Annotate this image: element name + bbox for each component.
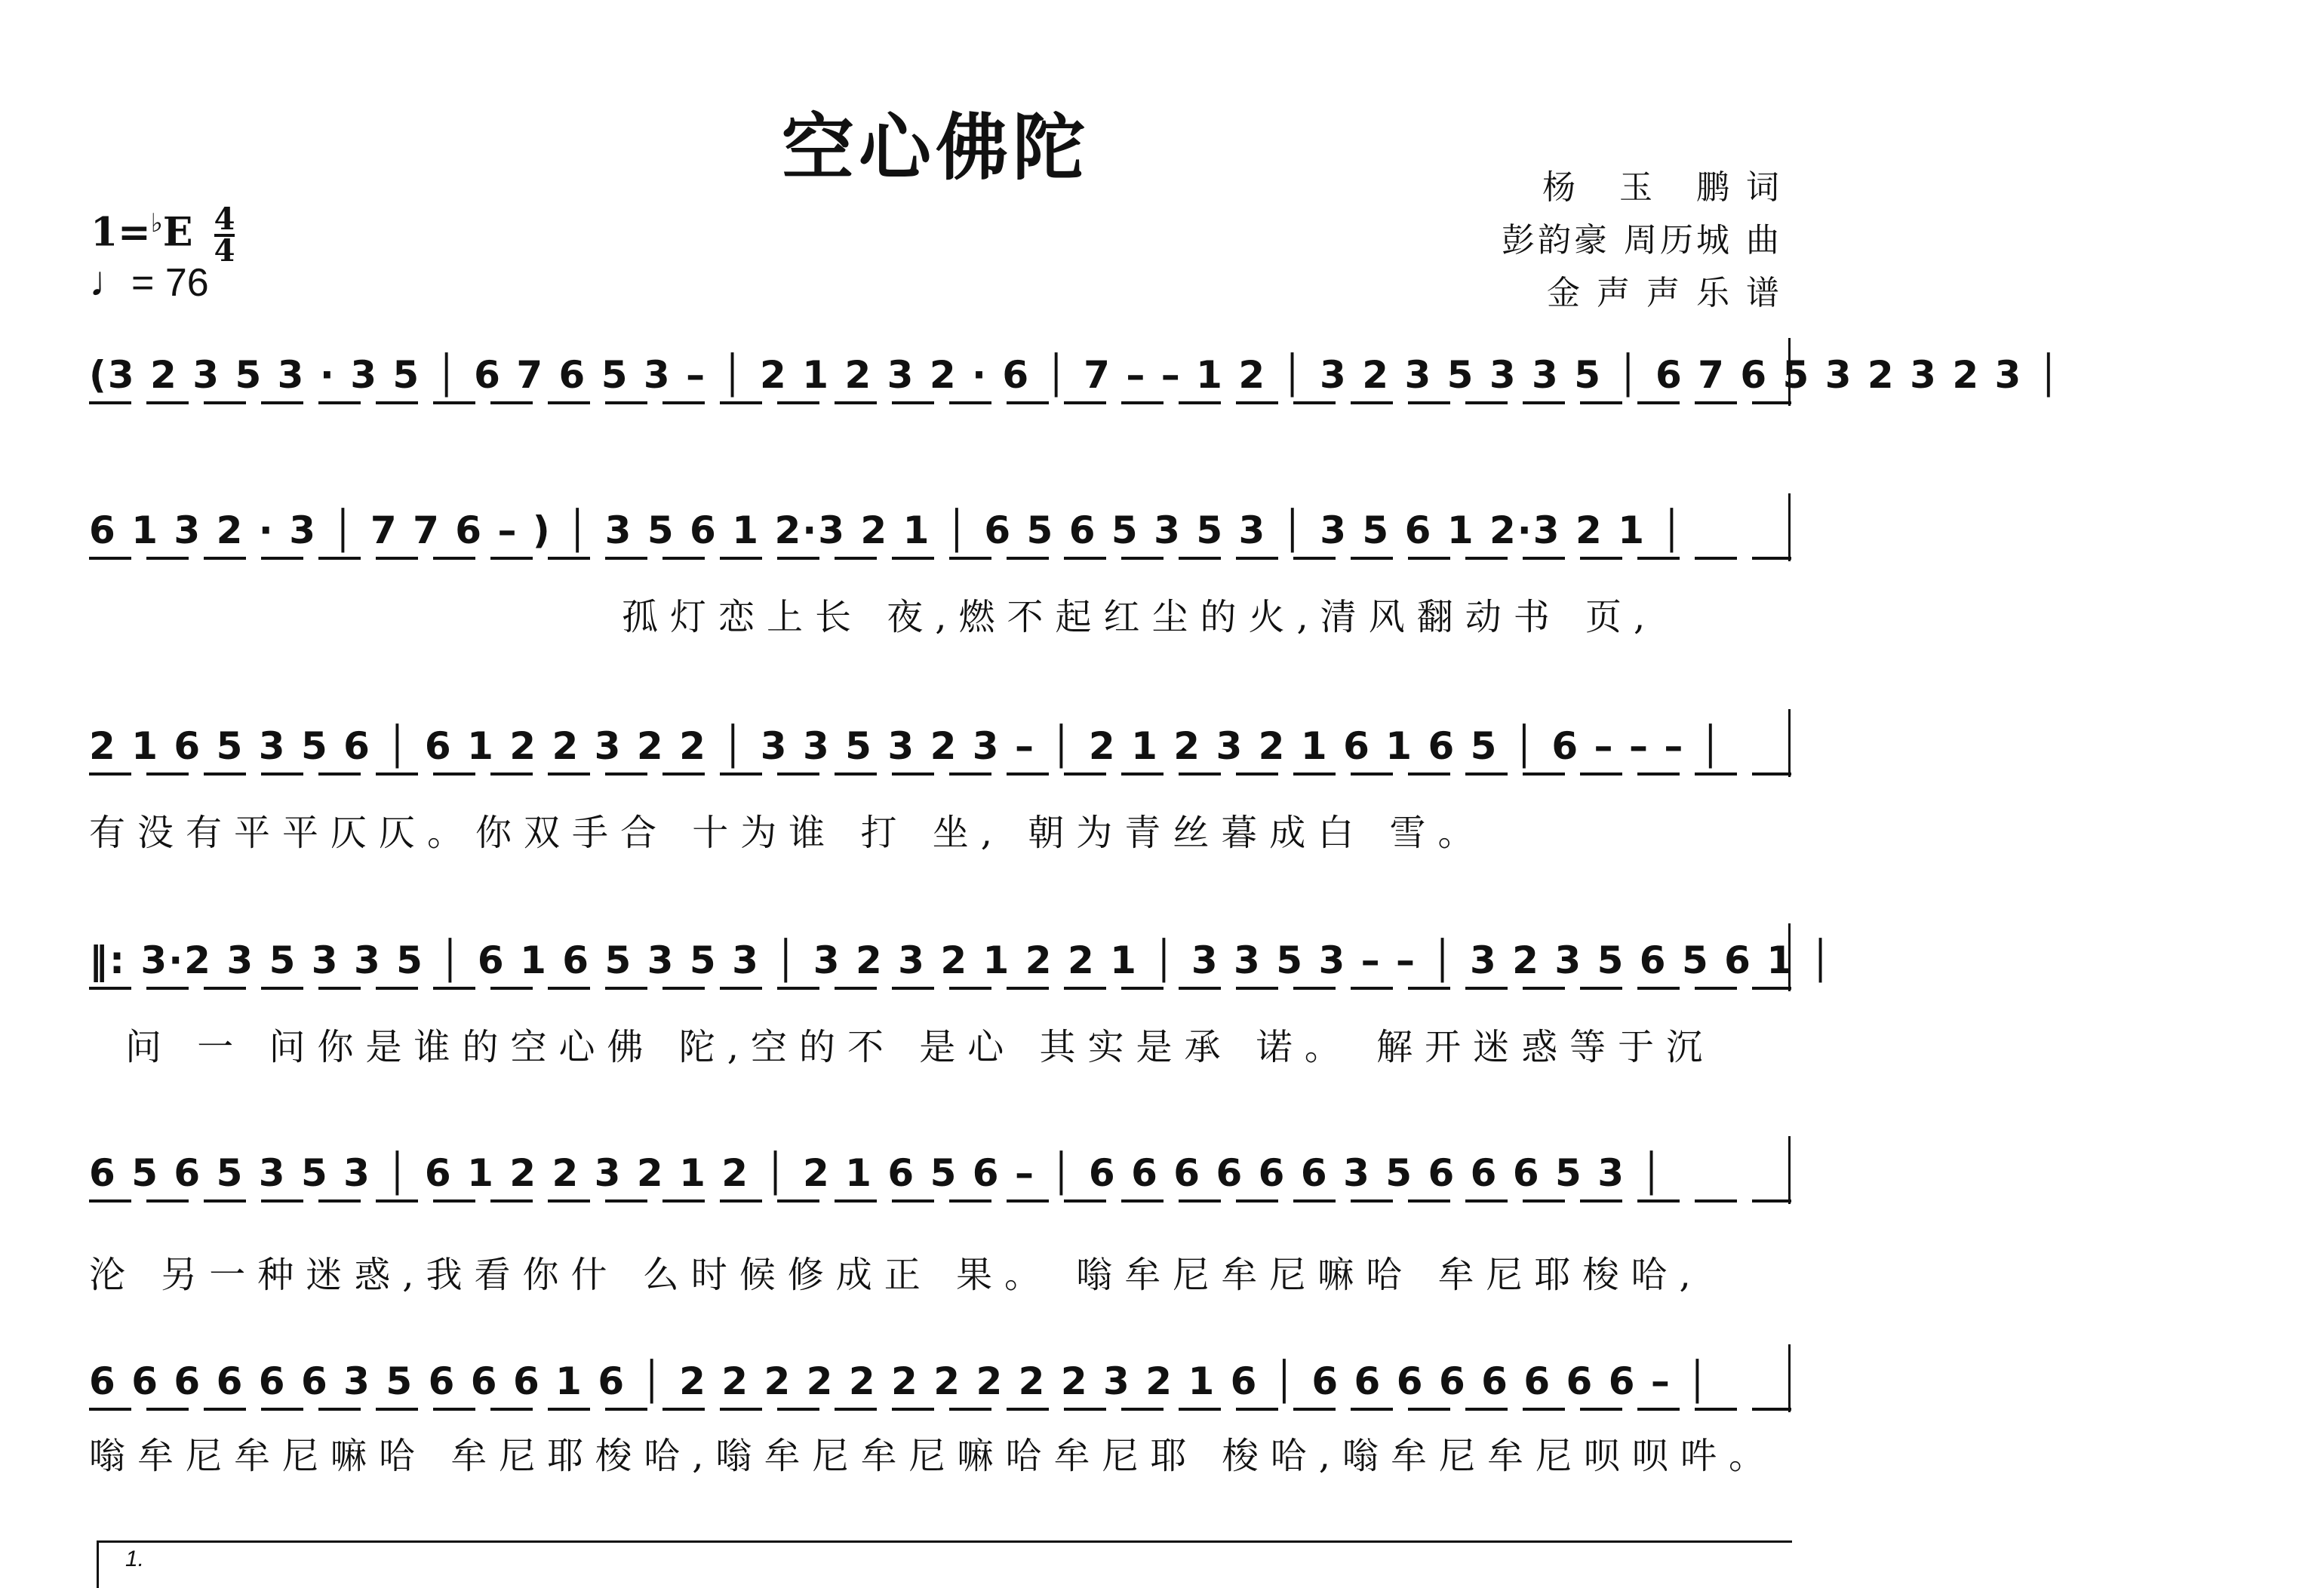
time-top: 4 — [214, 201, 235, 237]
volta-label: 1. — [125, 1547, 145, 1571]
key-prefix: 1= — [91, 209, 151, 256]
transcriber-credit: 金 声 声 乐 谱 — [1547, 274, 1782, 312]
song-title: 空心佛陀 — [782, 105, 1090, 190]
lyrics-line: 沦 另一种迷惑,我看你什 么时候修成正 果。 嗡牟尼牟尼嘛哈 牟尼耶梭哈, — [89, 1254, 1703, 1296]
composer-credit: 彭韵豪 周历城 曲 — [1502, 221, 1782, 260]
lyrics-line: 问 一 问你是谁的空心佛 陀,空的不 是心 其实是承 诺。 解开迷惑等于沉 — [125, 1026, 1715, 1068]
notes-line: 2 1 6 5 3 5 6 │ 6 1 2 2 3 2 2 │ 3 3 5 3 2 3 – │ 2 1 2 3 2 1 6 1 6 5 │ 6 – – – │ — [89, 724, 1723, 768]
lyrics-line: 有没有平平仄仄。你双手合 十为谁 打 坐, 朝为青丝暮成白 雪。 — [89, 812, 1486, 854]
lyrics-line: 嗡牟尼牟尼嘛哈 牟尼耶梭哈,嗡牟尼牟尼嘛哈牟尼耶 梭哈,嗡牟尼牟尼呗呗吽。 — [89, 1435, 1778, 1477]
time-signature — [214, 201, 235, 269]
beam-line — [89, 772, 1791, 776]
flat-icon: ♭ — [150, 208, 163, 239]
tempo-marking — [89, 256, 209, 306]
beam-line — [89, 557, 1791, 560]
notes-line: (3 2 3 5 3 · 3 5 │ 6 7 6 5 3 – │ 2 1 2 3 2 · 6 │ 7 – – 1 2 │ 3 2 3 5 3 3 5 │ 6 7 6 5 3 2 3 2 3 │ — [89, 353, 2061, 397]
notes-line: 6 6 6 6 6 6 3 5 6 6 6 1 6 │ 2 2 2 2 2 2 2 2 2 2 3 2 1 6 │ 6 6 6 6 6 6 6 6 – │ — [89, 1359, 1711, 1403]
notes-line: 6 1 3 2 · 3 │ 7 7 6 – ) │ 3 5 6 1 2·3 2 1 │ 6 5 6 5 3 5 3 │ 3 5 6 1 2·3 2 1 │ — [89, 508, 1685, 552]
lyricist-credit: 杨 玉 鹏 词 — [1542, 168, 1782, 207]
notes-line: ‖: 3·2 3 5 3 3 5 │ 6 1 6 5 3 5 3 │ 3 2 3 2 1 2 2 1 │ 3 3 5 3 – – │ 3 2 3 5 6 5 6 1 │ — [89, 938, 1834, 982]
beam-line — [89, 1199, 1791, 1203]
tempo-value: = 76 — [131, 261, 209, 305]
beam-line — [89, 401, 1791, 404]
quarter-note-icon: ♩ — [89, 257, 131, 305]
notes-line: 6 5 6 5 3 5 3 │ 6 1 2 2 3 2 1 2 │ 2 1 6 5 6 – │ 6 6 6 6 6 6 3 5 6 6 6 5 3 │ — [89, 1151, 1665, 1195]
lyrics-line: 孤灯恋上长 夜,燃不起红尘的火,清风翻动书 页, — [622, 596, 1658, 638]
beam-line — [89, 1408, 1791, 1411]
beam-line — [89, 987, 1791, 990]
volta-bracket — [97, 1540, 1792, 1588]
time-bottom: 4 — [214, 233, 235, 269]
key-tonic: E — [162, 209, 193, 256]
